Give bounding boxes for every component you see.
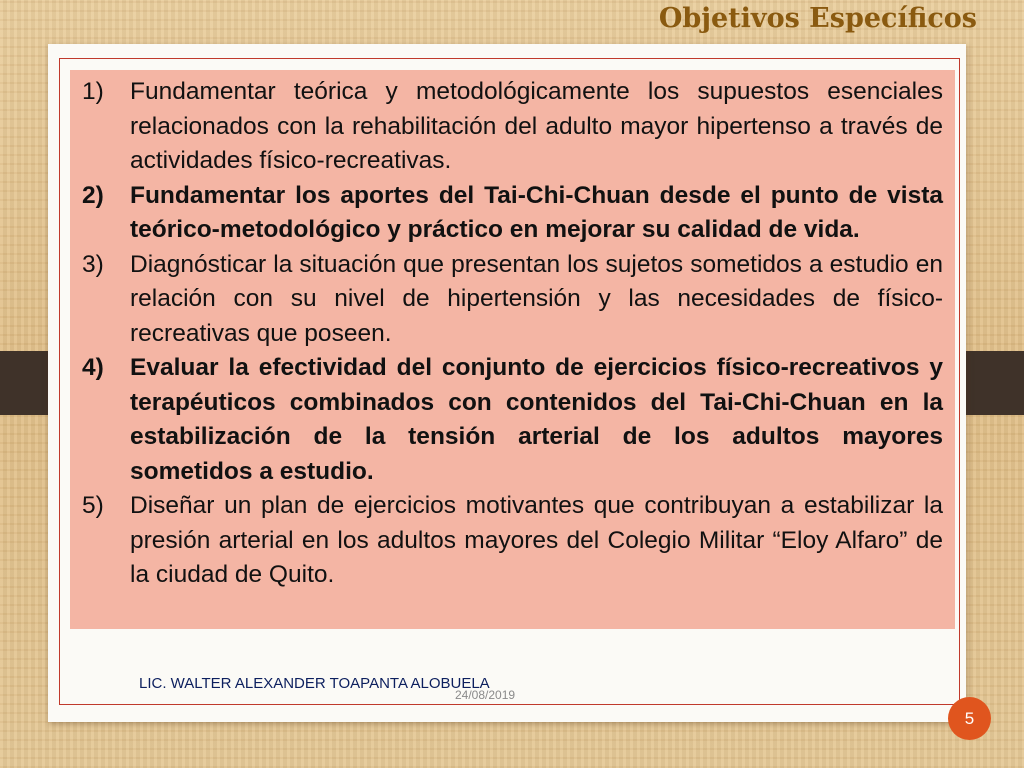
decorative-band-left [0, 351, 48, 415]
objectives-panel [70, 70, 955, 629]
objective-text: Fundamentar teórica y metodológicamente los supuestos esenciales relacionados con la rehabilitación del adulto mayor hipertenso a través de actividades físico-recreativas. [130, 78, 943, 174]
objectives-list [70, 70, 955, 593]
objective-item-5 [82, 489, 943, 593]
objective-item-4 [82, 351, 943, 489]
footer-author: LIC. WALTER ALEXANDER TOAPANTA ALOBUELA [139, 675, 490, 692]
objective-item-2 [82, 179, 943, 248]
objective-number: 1) [82, 78, 104, 105]
objective-text: Fundamentar los aportes del Tai-Chi-Chuan desde el punto de vista teórico-metodológico y práctico en mejorar su calidad de vida. [130, 181, 943, 243]
objective-item-3 [82, 248, 943, 352]
objective-item-1 [82, 75, 943, 179]
footer-date: 24/08/2019 [455, 688, 516, 702]
page-number-badge: 5 [948, 697, 991, 740]
objective-number: 2) [82, 181, 104, 209]
objective-text: Diseñar un plan de ejercicios motivantes que contribuyan a estabilizar la presión arterial en los adultos mayores del Colegio Militar “Eloy Alfaro” de la ciudad de Quito. [130, 492, 943, 588]
objective-number: 3) [82, 250, 104, 278]
decorative-band-right [966, 351, 1024, 415]
slide-title: Objetivos Específicos [658, 3, 977, 34]
objective-text: Evaluar la efectividad del conjunto de ejercicios físico-recreativos y terapéuticos combinados con contenidos del Tai-Chi-Chuan en la estabilización de la tensión arterial de los adultos mayores sometidos a estudio. [130, 354, 943, 485]
objective-text: Diagnósticar la situación que presentan los sujetos sometidos a estudio en relación con su nivel de hipertensión y las necesidades de físico-recreativas que poseen. [130, 250, 943, 347]
objective-number: 5) [82, 492, 104, 519]
objective-number: 4) [82, 354, 104, 381]
